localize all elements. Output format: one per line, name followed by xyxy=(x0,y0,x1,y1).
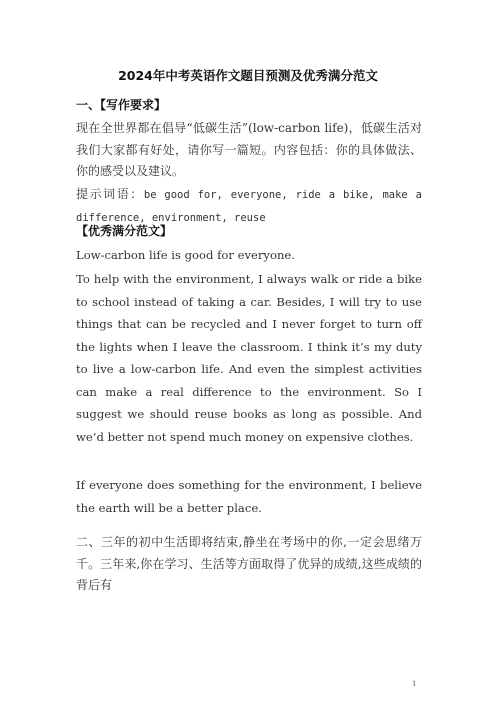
essay-paragraph-1: Low-carbon life is good for everyone. xyxy=(76,248,295,262)
hint-label: 提示词语： xyxy=(76,187,144,201)
essay-paragraph-2: To help with the environment, I always walk or ride a bike to school instead of taking a car. Besides, I will try to use things that can be recycled and I never forget to turn off the lights when I leave the classroom. I think it’s my duty to live a low-carbon life. And even the simplest activities can make a real difference to the environment. So I suggest we should reuse books as long as possible. And we’d better not spend much money on expensive clothes. xyxy=(76,272,422,444)
section2-paragraph: 二、三年的初中生活即将结束,静坐在考场中的你,一定会思绪万千。三年来,你在学习、生活等方面取得了优异的成绩,这些成绩的背后有 xyxy=(76,535,422,592)
page-number: 1 xyxy=(412,680,417,688)
model-essay-heading: 【优秀满分范文】 xyxy=(76,224,173,238)
document-title: 2024年中考英语作文题目预测及优秀满分范文 xyxy=(118,68,378,83)
essay-paragraph-3: If everyone does something for the environment, I believe the earth will be a better place. xyxy=(76,478,422,515)
hint-words: be good for, everyone, ride a bike, make a difference, environment, reuse xyxy=(76,189,422,224)
section1-heading: 一、【写作要求】 xyxy=(76,98,167,112)
writing-requirement: 现在全世界都在倡导“低碳生活”(low-carbon life)，低碳生活对我们大家都有好处，请你写一篇短。内容包括：你的具体做法、你的感受以及建议。 xyxy=(76,121,422,178)
